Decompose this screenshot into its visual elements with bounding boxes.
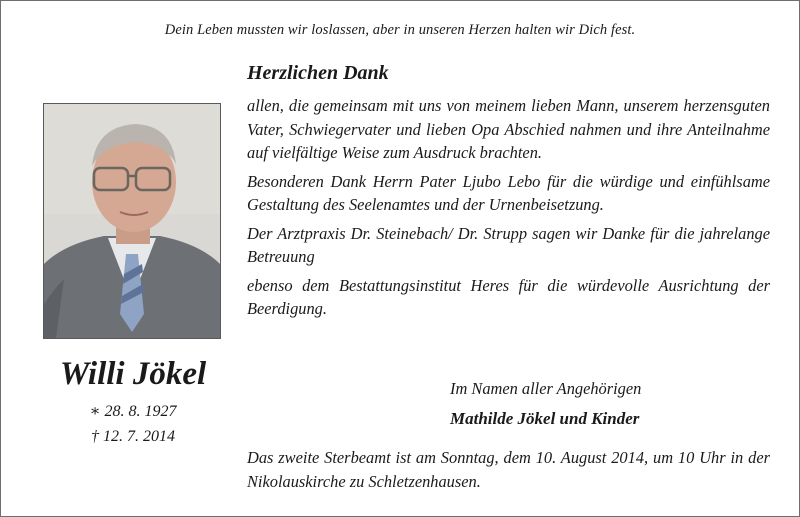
portrait-photo (43, 103, 221, 339)
thanks-paragraph: ebenso dem Bestattungsinstitut Heres für die würdevolle Ausrichtung der Beerdigung. (247, 275, 770, 318)
thanks-paragraph: Besonderen Dank Herrn Pater Ljubo Lebo für die würdige und einfühlsame Gestaltung des Seelenamtes und der Urnenbeisetzung. (247, 171, 770, 214)
death-date: † 12. 7. 2014 (91, 428, 175, 445)
thanks-paragraph: allen, die gemeinsam mit uns von meinem lieben Mann, unserem herzensguten Vater, Schwiegervater und lieben Opa Abschied nahmen und ihre Anteilnahme auf vielfältige Weise zum Ausdruck brachten. (247, 96, 770, 162)
thanks-paragraph: Der Arztpraxis Dr. Steinebach/ Dr. Strupp sagen wir Danke für die jahrelange Betreuung (247, 223, 770, 266)
signature-line-2: Mathilde Jökel und Kinder (450, 409, 640, 428)
portrait-illustration (44, 104, 220, 338)
thanks-body (247, 94, 770, 326)
service-note: Das zweite Sterbeamt ist am Sonntag, dem 10. August 2014, um 10 Uhr in der Nikolauskirche zu Schletzenhausen. (247, 448, 770, 491)
deceased-name: Willi Jökel (59, 356, 207, 392)
signature-block (450, 378, 641, 430)
birth-date: ∗ 28. 8. 1927 (89, 403, 177, 420)
signature-line-1: Im Namen aller Angehörigen (450, 379, 642, 398)
motto: Dein Leben mussten wir loslassen, aber in unseren Herzen halten wir Dich fest. (164, 22, 636, 38)
thanks-heading: Herzlichen Dank (247, 62, 389, 84)
